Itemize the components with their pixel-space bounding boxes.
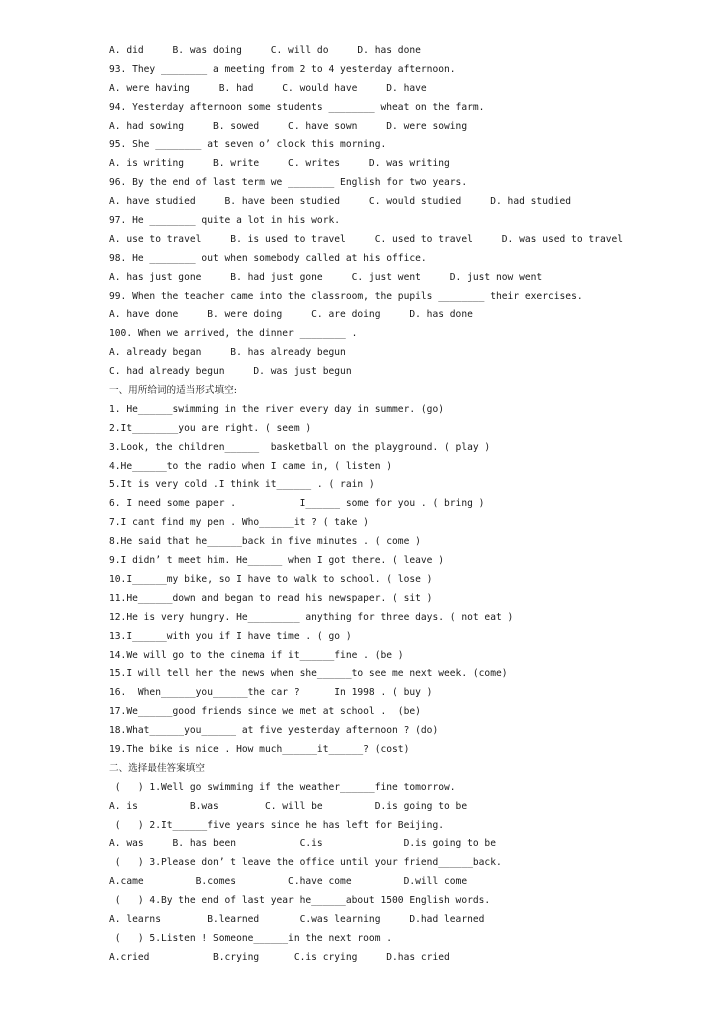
answer-options: A. were having B. had C. would have D. have [109, 82, 427, 94]
choice-question-1: ( ) 1.Well go swimming if the weather______fine tomorrow. [109, 781, 456, 793]
fill-in-item-12: 12.He is very hungry. He_________ anything for three days. ( not eat ) [109, 611, 514, 623]
fill-in-item-19: 19.The bike is nice . How much______it______? (cost) [109, 743, 410, 755]
fill-in-item-4: 4.He______to the radio when I came in, ( listen ) [109, 460, 393, 472]
answer-options: A.cried B.crying C.is crying D.has cried [109, 951, 450, 963]
question-93: 93. They ________ a meeting from 2 to 4 yesterday afternoon. [109, 63, 456, 75]
answer-options: A. already began B. has already begun [109, 347, 346, 359]
fill-in-item-6: 6. I need some paper . I______ some for you . ( bring ) [109, 498, 485, 510]
choice-question-4: ( ) 4.By the end of last year he______about 1500 English words. [109, 895, 491, 907]
answer-options: A. is writing B. write C. writes D. was writing [109, 158, 450, 170]
choice-question-3: ( ) 3.Please don’ t leave the office until your friend______back. [109, 857, 502, 869]
answer-options: A. was B. has been C.is D.is going to be [109, 838, 496, 850]
exercise-content [109, 42, 699, 968]
fill-in-item-10: 10.I______my bike, so I have to walk to school. ( lose ) [109, 573, 433, 585]
section-heading-multiple-choice: 二、选择最佳答案填空 [109, 762, 205, 774]
answer-options: A. have studied B. have been studied C. would studied D. had studied [109, 196, 572, 208]
question-94: 94. Yesterday afternoon some students ________ wheat on the farm. [109, 101, 485, 113]
fill-in-item-14: 14.We will go to the cinema if it______fine . (be ) [109, 649, 404, 661]
question-95: 95. She ________ at seven o’ clock this morning. [109, 139, 387, 151]
answer-options: A. use to travel B. is used to travel C. used to travel D. was used to travel [109, 233, 624, 245]
fill-in-item-18: 18.What______you______ at five yesterday afternoon ? (do) [109, 725, 439, 737]
fill-in-item-2: 2.It________you are right. ( seem ) [109, 422, 312, 434]
answer-options: A. have done B. were doing C. are doing D. has done [109, 309, 473, 321]
choice-question-2: ( ) 2.It______five years since he has left for Beijing. [109, 819, 445, 831]
fill-in-item-15: 15.I will tell her the news when she______to see me next week. (come) [109, 668, 508, 680]
question-97: 97. He ________ quite a lot in his work. [109, 215, 341, 227]
question-100: 100. When we arrived, the dinner ________ . [109, 328, 358, 340]
answer-options: A. is B.was C. will be D.is going to be [109, 800, 468, 812]
answer-options: A. learns B.learned C.was learning D.had learned [109, 913, 485, 925]
answer-options: C. had already begun D. was just begun [109, 366, 352, 378]
fill-in-item-17: 17.We______good friends since we met at school . (be) [109, 706, 421, 718]
section-heading-fill-in: 一、用所给词的适当形式填空: [109, 385, 237, 397]
fill-in-item-9: 9.I didn’ t meet him. He______ when I got there. ( leave ) [109, 555, 445, 567]
answer-options: A. did B. was doing C. will do D. has done [109, 45, 421, 56]
answer-options: A. has just gone B. had just gone C. just went D. just now went [109, 271, 543, 283]
fill-in-item-8: 8.He said that he______back in five minutes . ( come ) [109, 536, 421, 548]
fill-in-item-5: 5.It is very cold .I think it______ . ( rain ) [109, 479, 375, 491]
question-96: 96. By the end of last term we ________ English for two years. [109, 177, 468, 189]
question-99: 99. When the teacher came into the classroom, the pupils ________ their exercises. [109, 290, 583, 302]
fill-in-item-13: 13.I______with you if I have time . ( go ) [109, 630, 352, 642]
fill-in-item-11: 11.He______down and began to read his newspaper. ( sit ) [109, 592, 433, 604]
fill-in-item-7: 7.I cant find my pen . Who______it ? ( take ) [109, 517, 369, 529]
choice-question-5: ( ) 5.Listen ! Someone______in the next room . [109, 932, 393, 944]
question-98: 98. He ________ out when somebody called at his office. [109, 252, 427, 264]
fill-in-item-3: 3.Look, the children______ basketball on the playground. ( play ) [109, 441, 491, 453]
fill-in-item-16: 16. When______you______the car ? In 1998 . ( buy ) [109, 687, 433, 699]
answer-options: A.came B.comes C.have come D.will come [109, 876, 468, 888]
answer-options: A. had sowing B. sowed C. have sown D. were sowing [109, 120, 468, 132]
fill-in-item-1: 1. He______swimming in the river every day in summer. (go) [109, 403, 445, 415]
